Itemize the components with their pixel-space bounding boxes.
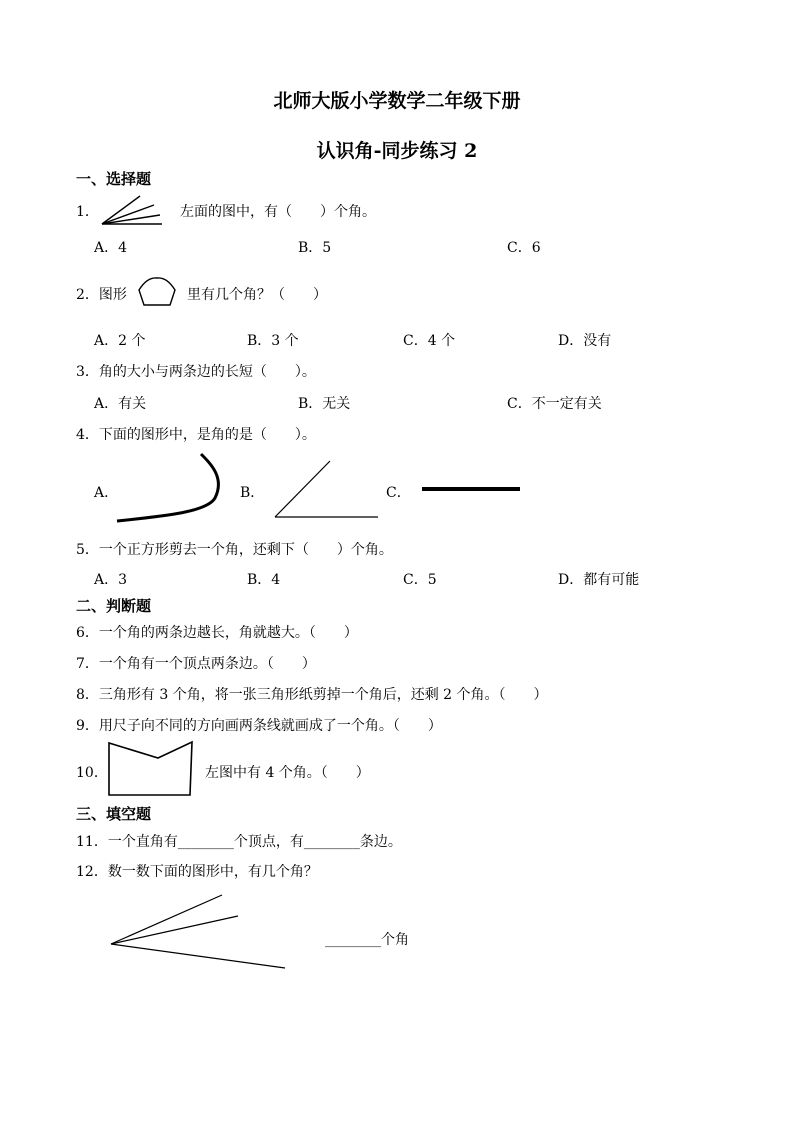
- q3-text: 3．角的大小与两条边的长短（ ）。: [76, 364, 316, 380]
- q10-number: 10．: [76, 765, 108, 781]
- q10-shape-figure: [106, 740, 196, 798]
- doc-subtitle: 认识角-同步练习 2: [316, 140, 478, 162]
- doc-title: 北师大版小学数学二年级下册: [273, 90, 521, 112]
- q4-option-c[interactable]: C．: [386, 485, 411, 501]
- q1-number: 1．: [76, 204, 99, 220]
- q2-option-a[interactable]: A．2 个: [94, 333, 146, 349]
- q2-text: 里有几个角？（ ）: [187, 287, 327, 303]
- q12-text: 12．数一数下面的图形中，有几个角？: [76, 864, 318, 880]
- q4-text: 4．下面的图形中，是角的是（ ）。: [76, 427, 316, 443]
- q9-text: 9．用尺子向不同的方向画两条线就画成了一个角。（ ）: [76, 718, 442, 734]
- q4-line-figure: [422, 484, 522, 494]
- q6-text: 6．一个角的两条边越长，角就越大。（ ）: [76, 625, 358, 641]
- q4-angle-figure: [272, 459, 380, 521]
- q12-angle-figure: [108, 892, 290, 972]
- q4-option-a[interactable]: A．: [94, 485, 119, 501]
- q2-number: 2．图形: [76, 287, 127, 303]
- q10-text: 左图中有 4 个角。（ ）: [205, 765, 370, 781]
- q1-option-a[interactable]: A．4: [94, 240, 128, 256]
- section-heading-judge: 二、判断题: [76, 597, 152, 615]
- q5-option-a[interactable]: A．3: [94, 572, 128, 588]
- q3-option-a[interactable]: A．有关: [94, 396, 147, 412]
- q11-text: 11．一个直角有________个顶点，有________条边。: [76, 834, 402, 850]
- q5-text: 5．一个正方形剪去一个角，还剩下（ ）个角。: [76, 542, 393, 558]
- q8-text: 8．三角形有 3 个角，将一张三角形纸剪掉一个角后，还剩 2 个角。（ ）: [76, 687, 548, 703]
- section-heading-fill: 三、填空题: [76, 805, 152, 823]
- q4-option-b[interactable]: B．: [240, 485, 265, 501]
- q5-option-d[interactable]: D．都有可能: [558, 572, 640, 588]
- q5-option-b[interactable]: B．4: [247, 572, 281, 588]
- q2-shape-figure: [137, 276, 177, 308]
- q2-option-b[interactable]: B．3 个: [247, 333, 299, 349]
- q4-curve-figure: [115, 452, 245, 524]
- q1-option-b[interactable]: B．5: [298, 240, 332, 256]
- q2-option-d[interactable]: D．没有: [558, 333, 612, 349]
- q1-option-c[interactable]: C．6: [507, 240, 541, 256]
- q1-text: 左面的图中，有（ ）个角。: [180, 204, 376, 220]
- q3-option-b[interactable]: B．无关: [298, 396, 351, 412]
- section-heading-choice: 一、选择题: [76, 170, 152, 188]
- q1-angle-figure: [100, 193, 164, 227]
- q7-text: 7．一个角有一个顶点两条边。（ ）: [76, 656, 316, 672]
- q3-option-c[interactable]: C．不一定有关: [507, 396, 602, 412]
- q5-option-c[interactable]: C．5: [403, 572, 437, 588]
- q2-option-c[interactable]: C．4 个: [403, 333, 456, 349]
- q12-answer-blank[interactable]: ________个角: [325, 932, 409, 948]
